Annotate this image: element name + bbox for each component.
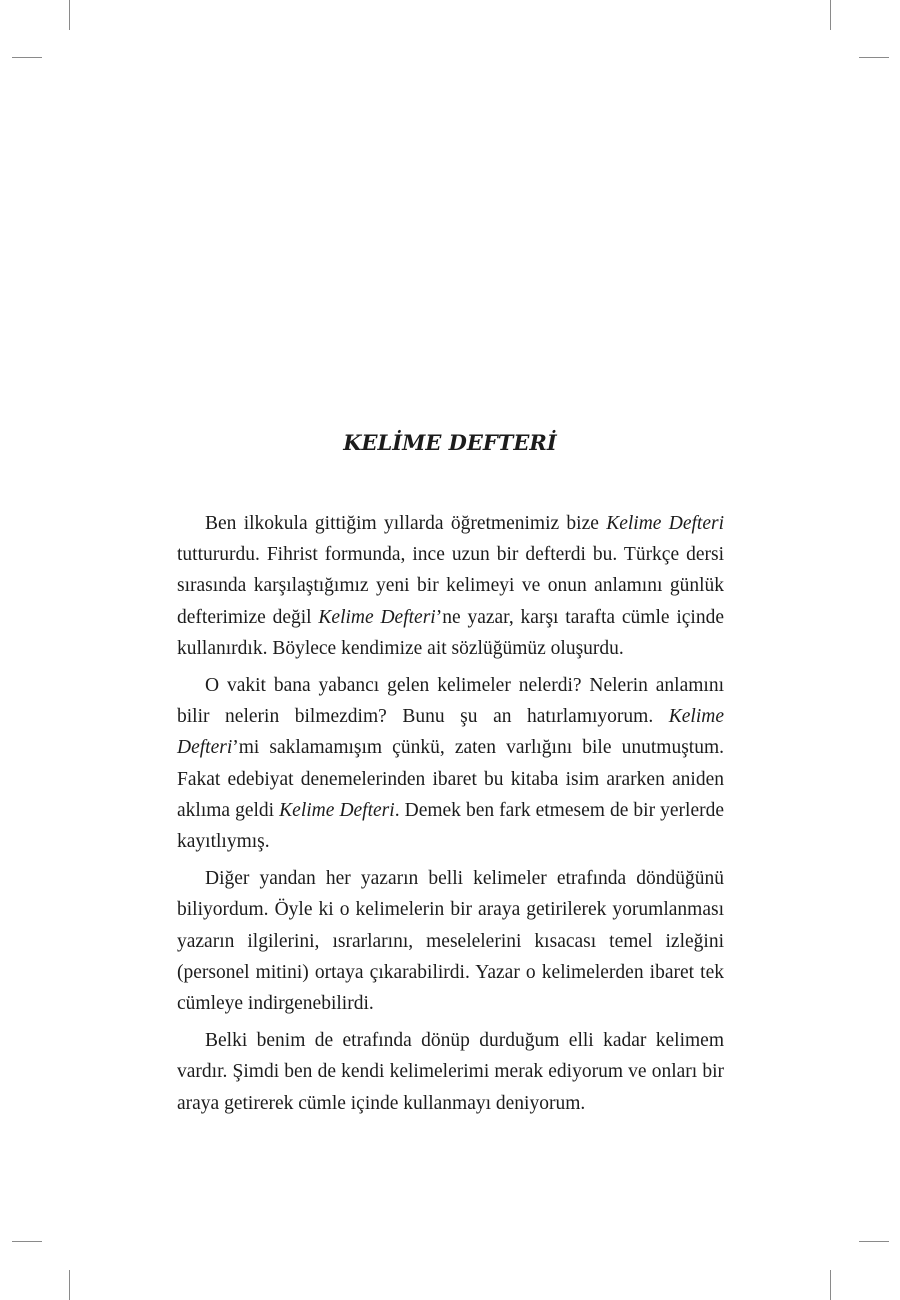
crop-mark-top-right-vertical xyxy=(830,0,831,30)
crop-mark-top-right-horizontal xyxy=(859,57,889,58)
italic-book-title: Kelime Defteri xyxy=(177,706,724,759)
text-run: ’ne yazar, karşı tarafta cümle içinde kullanırdık. Böylece kendimize ait sözlüğümüz oluşurdu. xyxy=(177,606,725,659)
crop-mark-bottom-left-horizontal xyxy=(12,1241,42,1242)
crop-mark-bottom-right-vertical xyxy=(830,1270,831,1300)
paragraph xyxy=(177,1025,724,1119)
italic-book-title: Kelime Defteri xyxy=(606,513,724,534)
body-text xyxy=(177,508,724,1125)
text-run: O vakit bana yabancı gelen kelimeler nelerdi? Nelerin anlamını bilir nelerin bilmezdim? Bunu şu an hatırlamıyorum. xyxy=(177,675,724,728)
italic-book-title: Kelime Defteri xyxy=(318,606,436,628)
chapter-title: KELİME DEFTERİ xyxy=(343,430,557,455)
text-run: ’mi saklamamışım çünkü, zaten varlığını bile unutmuştum. Fakat edebiyat denemelerinden ibaret bu kitaba isim ararken aniden aklıma geldi xyxy=(177,737,724,821)
crop-mark-top-left-vertical xyxy=(69,0,70,30)
crop-mark-top-left-horizontal xyxy=(12,57,42,58)
text-run: tuttururdu. Fihrist formunda, ince uzun bir defterdi bu. Türkçe dersi sırasında karşılaştığımız yeni bir kelimeyi ve onun anlamını günlük defterimize değil xyxy=(177,544,724,628)
paragraph xyxy=(177,863,724,1019)
italic-book-title: Kelime Defteri xyxy=(279,799,395,821)
paragraph xyxy=(177,508,724,664)
text-run: Ben ilkokula gittiğim yıllarda öğretmenimiz bize xyxy=(205,513,607,534)
text-run: Belki benim de etrafında dönüp durduğum elli kadar kelimem vardır. Şimdi ben de kendi kelimelerimi merak ediyorum ve onları bir araya getirerek cümle içinde kullanmayı deniyorum. xyxy=(177,1030,724,1114)
paragraph xyxy=(177,670,724,857)
crop-mark-bottom-left-vertical xyxy=(69,1270,70,1300)
crop-mark-bottom-right-horizontal xyxy=(859,1241,889,1242)
text-run: . Demek ben fark etmesem de bir yerlerde kayıtlıymış. xyxy=(177,799,725,853)
text-run: Diğer yandan her yazarın belli kelimeler etrafında döndüğünü biliyordum. Öyle ki o kelimelerin bir araya getirilerek yorumlanması yazarın ilgilerini, ısrarlarını, meselelerini kısacası temel izleğini (personel mitini) ortaya çıkarabilirdi. Yazar o kelimelerden ibaret tek cümleye indirgenebilirdi. xyxy=(177,868,724,1015)
